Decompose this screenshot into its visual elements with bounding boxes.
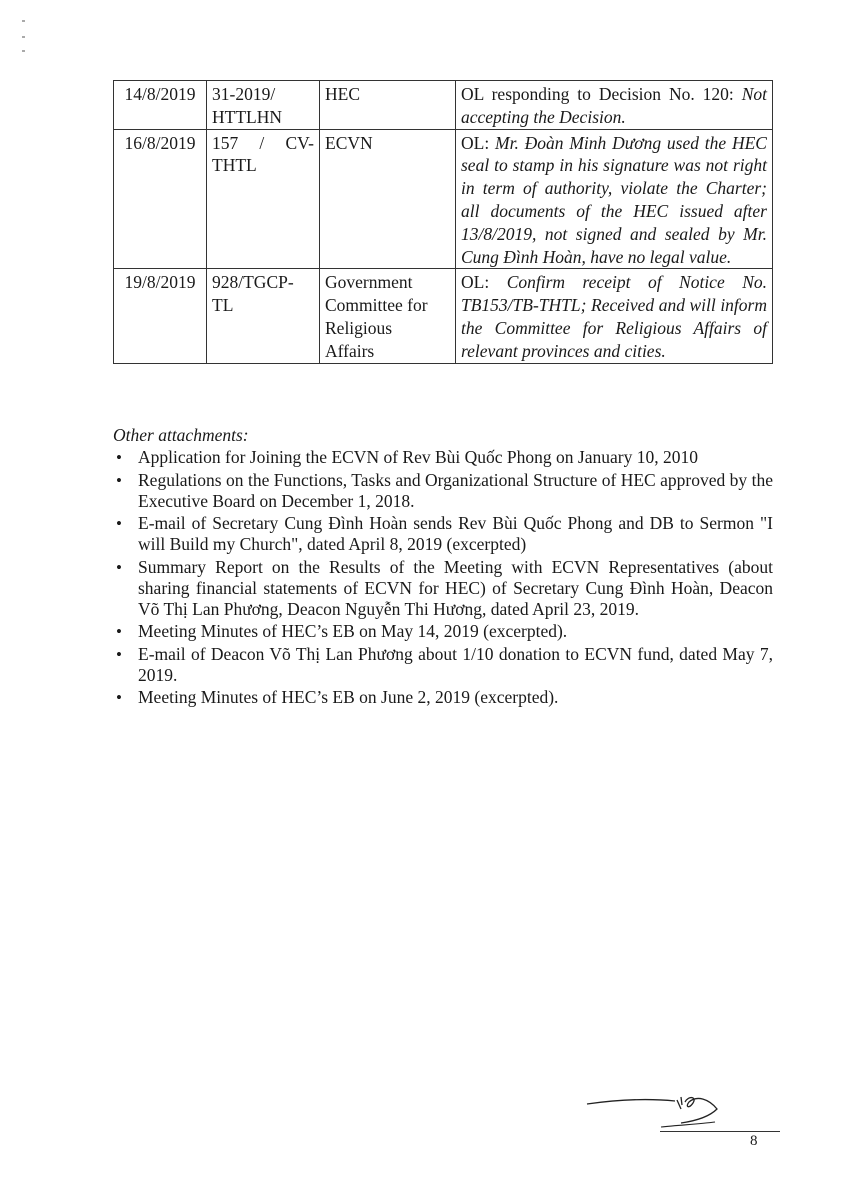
page-number-rule — [660, 1131, 780, 1132]
bullet-icon: • — [116, 644, 122, 664]
bullet-icon: • — [116, 688, 122, 707]
list-item: • Application for Joining the ECVN of Rev Bùi Quốc Phong on January 10, 2010 — [116, 447, 698, 467]
list-item: • E-mail of Secretary Cung Đình Hoàn sends Rev Bùi Quốc Phong and DB to Sermon "I will Build my Church", dated April 8, 2019 (excerpted) — [116, 513, 773, 554]
document-number-cell: 157 / CV- THTL — [207, 129, 320, 269]
list-item: • Summary Report on the Results of the Meeting with ECVN Representatives (about sharing financial statements of ECVN for HEC) of Secretary Cung Đình Hoàn, Deacon Võ Thị Lan Phương, Deacon Nguyễn Thi Hương, dated April 23, 2019. — [116, 556, 773, 619]
content-prefix: OL: — [461, 132, 495, 153]
list-item: • Meeting Minutes of HEC’s EB on May 14, 2019 (excerpted). — [116, 621, 568, 641]
scan-edge-mark — [22, 20, 25, 22]
attachments-list — [113, 447, 773, 710]
table-row — [114, 81, 773, 130]
scan-edge-mark — [22, 50, 25, 52]
bullet-icon: • — [116, 470, 122, 490]
list-item: • E-mail of Deacon Võ Thị Lan Phương about 1/10 donation to ECVN fund, dated May 7, 2019. — [116, 643, 773, 685]
date-cell: 14/8/2019 — [114, 81, 207, 130]
issuer-cell: HEC — [320, 81, 456, 130]
attachments-heading: Other attachments: — [113, 425, 249, 445]
content-cell — [456, 269, 773, 363]
content-prefix: OL: — [461, 272, 507, 293]
handwritten-initials-signature — [585, 1085, 725, 1130]
list-item: • Regulations on the Functions, Tasks and Organizational Structure of HEC approved by the Executive Board on December 1, 2018. — [116, 469, 773, 511]
content-prefix: OL responding to Decision No. 120: — [461, 84, 734, 104]
document-number-cell: 31-2019/ HTTLHN — [207, 81, 320, 130]
bullet-icon: • — [116, 557, 122, 577]
table-row — [114, 269, 773, 363]
issuer-cell: Government Committee for Religious Affairs — [320, 269, 456, 363]
bullet-icon: • — [116, 622, 122, 641]
content-cell — [456, 129, 773, 269]
content-italic: Confirm receipt of Notice No. TB153/TB-THTL; Received and will inform the Committee for Religious Affairs of relevant provinces and cities. — [461, 272, 767, 361]
bullet-icon: • — [116, 514, 122, 533]
content-italic: Not accepting the Decision. — [461, 84, 768, 127]
issuer-cell: ECVN — [320, 129, 456, 269]
page-number: 8 — [750, 1133, 758, 1149]
document-number-cell: 928/TGCP- TL — [207, 269, 320, 363]
content-cell — [456, 81, 773, 130]
date-cell: 16/8/2019 — [114, 129, 207, 269]
date-cell: 19/8/2019 — [114, 269, 207, 363]
content-italic: Mr. Đoàn Minh Dương used the HEC seal to stamp in his signature was not right in term of authority, violate the Charter; all documents of the HEC issued after 13/8/2019, not signed and sealed by Mr. Cung Đình Hoàn, have no legal value. — [461, 132, 767, 267]
list-item: • Meeting Minutes of HEC’s EB on June 2, 2019 (excerpted). — [116, 687, 559, 707]
official-letters-table — [113, 80, 773, 364]
table-row — [114, 129, 773, 269]
scan-edge-mark — [22, 36, 25, 38]
bullet-icon: • — [116, 448, 122, 467]
